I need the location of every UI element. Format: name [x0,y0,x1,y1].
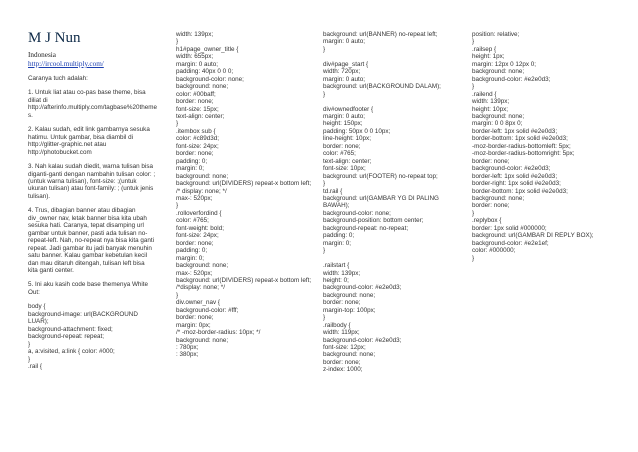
css-code-block-2: width: 139px; } h1#page_owner_title { width: 655px; margin: 0 auto; padding: 40px 0 0 0; background-color: none; background: none; color: #00baff; border: none; font-size: 15px; text-align: center; } .itembox sub { color: #c89d3d; font-size: 24px; border: none; padding: 0; margin: 0; background: none; background: url(DIVIDERS) repeat-x bottom left; /* display: none; */ max-: 520px; } .rolloverfordind { color: #765; font-weight: bold; font-size: 24px; border: none; padding: 0; margin: 0; background: none; max-: 520px; background: url(DIVIDERS) repeat-x bottom left; /*display: none; */ } div.owner_nav { background-color: #fff; border: none; margin: 0px; /* -moz-border-radius: 10px; */ background: none; : 780px; : 380px; [176,31,312,359]
step-4: 4. Trus, dibagian banner atau dibagian div_owner nav, letak banner bisa kita ubah sesuka hati. Caranya, tepat disamping url gambar untuk banner, pasti ada tulisan no-repeat-left. Nah, no-repeat nya bisa kita ganti repeat. Jadi gambar itu jadi banyak menuhin satu banner. Kalau gambar kebetulan kecil dan mau ditaruh ditengah, tulisan left bisa kita ganti center. [28,207,155,274]
blog-tagline: Indonesia [28,51,56,59]
step-1: 1. Untuk liat atau co-pas base theme, bisa diliat di http://afterinfo.multiply.com/tagbase%20theme s. [28,89,158,119]
css-code-block-1: body { background-image: url(BACKGROUND LUAR); background-attachment: fixed; background-repeat: repeat; } a, a:visited, a:link { color: #000; } .rail { [28,303,138,370]
step-2: 2. Kalau sudah, edit link gambarnya sesuka hatimu. Untuk gambar, bisa diambil di http://glitter-graphic.net atau http://photobucket.com [28,126,150,156]
step-3: 3. Nah kalau sudah diedit, warna tulisan bisa diganti-ganti dengan nambahin tulisan color: ; (untuk warna tulisan), font-size: ;(untuk ukuran tulisan) atau font-family: ; (untuk jenis tulisan). [28,163,156,200]
blog-title[interactable]: M J Nun [28,30,81,46]
css-code-block-4: position: relative; } .railsep { height: 1px; margin: 12px 0 12px 0; background: none; background-color: #e2e0d3; } .railend { width: 139px; height: 10px; background: none; margin: 0 0 8px 0; border-left: 1px solid #e2e0d3; border-bottom: 1px solid #e2e0d3; -moz-border-radius-bottomleft: 5px; -moz-border-radius-bottomright: 5px; border: none; background-color: #e2e0d3; border-left: 1px solid #e2e0d3; border-right: 1px solid #e2e0d3; border-bottom: 1px solid #e2e0d3; background: none; border: none; } .replybox { border: 1px solid #000000; background: url(GAMBAR DI REPLY BOX); background-color: #e2e1ef; color: #000000; } [472,31,594,262]
column-1 [28,30,156,370]
column-3 [323,31,461,374]
column-4 [472,31,620,262]
blog-url-link[interactable]: http://ircool.multiply.com/ [28,60,104,68]
column-2 [176,31,312,359]
css-code-block-3: background: url(BANNER) no-repeat left; margin: 0 auto; } div#page_start { width: 720px; margin: 0 auto; background: url(BACKGROUND DALAM); } div#ownedfooter { margin: 0 auto; height: 150px; padding: 50px 0 0 10px; line-height: 10px; border: none; color: #765; text-align: center; font-size: 10px; background: url(FOOTER) no-repeat top; } td.rail { background: url(GAMBAR YG DI PALING BAWAH); background-color: none; background-position: bottom center; background-repeat: no-repeat; padding: 0; margin: 0; } .railstart { width: 139px; height: 0; background-color: #e2e0d3; background: none; border: none; margin-top: 100px; } .railbody { width: 119px; background-color: #e2e0d3; font-size: 12px; background: none; border: none; z-index: 1000; [323,31,441,374]
intro-text: Caranya tuch adalah: [28,75,88,82]
step-5: 5. Ini aku kasih code base themenya White Out: [28,281,149,296]
